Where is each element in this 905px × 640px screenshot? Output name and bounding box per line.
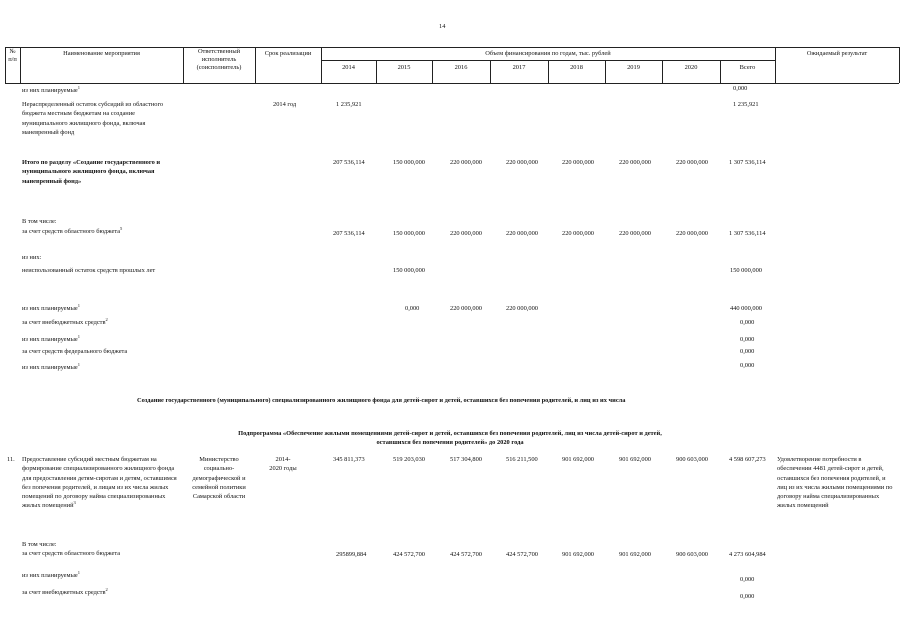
col-result-header: Ожидаемый результат [806,50,868,57]
row-value-2014: 207 536,114 [333,159,365,166]
year-2018-header: 2018 [570,64,583,71]
row-value-2017: 516 211,500 [506,456,538,463]
row-value-2016: 220 000,000 [450,159,482,166]
row-label: за счет внебюджетных средств$^2$ [22,316,108,326]
row-label: из них планируемые$^1$ [22,302,80,312]
col-funding-header: Объем финансирования по годам, тыс. рублей [485,50,611,57]
year-2015-header: 2015 [397,64,411,71]
row-label: за счет средств областного бюджета$^5$ [22,225,123,235]
row-total: 0,000 [740,348,755,355]
row-value-2015: 150 000,000 [393,267,425,274]
row-value-2019: 901 692,000 [619,551,651,558]
row-value-2018: 220 000,000 [562,159,594,166]
row-value-2016: 220 000,000 [450,230,482,237]
row-label: В том числе: [22,541,57,548]
col-term-header: Срок реализации [264,50,312,57]
row-label: из них: [22,254,42,261]
year-2017-header: 2017 [512,64,526,71]
subprogram-title-line2: оставшихся без попечения родителей» до 2020 года [376,439,524,446]
row-label: за счет внебюджетных средств$^2$ [22,586,108,596]
row-total: 4 273 604,984 [729,551,766,558]
row-value-2015: 0,000 [405,305,420,312]
row-term: 2014- 2020 годы [269,456,297,473]
row-total: 4 598 607,273 [729,456,766,463]
year-2014-header: 2014 [342,64,355,71]
row-value-2020: 220 000,000 [676,230,708,237]
row-term: 2014 год [273,101,297,108]
row-total: 0,000 [740,593,755,600]
page-number: 14 [439,23,446,30]
row-value-2014: 1 235,921 [336,101,362,108]
row-value-2020: 220 000,000 [676,159,708,166]
row-number: 11. [7,456,15,463]
row-value-2020: 900 603,000 [676,456,708,463]
row-value-2014: 295899,884 [336,551,367,558]
row-value-2015: 424 572,700 [393,551,425,558]
year-2020-header: 2020 [684,64,698,71]
row-value-2015: 519 203,030 [393,456,425,463]
row-total: 1 307 536,114 [729,159,766,166]
row-label: неиспользованный остаток средств прошлых лет [22,267,156,274]
year-2016-header: 2016 [454,64,468,71]
col-num-header: № п/п [8,48,17,63]
row-value-2014: 345 811,373 [333,456,365,463]
row-value-2017: 220 000,000 [506,230,538,237]
row-label: В том числе: [22,218,57,225]
row-label: за счет средств федерального бюджета [22,348,128,355]
row-total: 0,000 [740,319,755,326]
row-total: 1 235,921 [733,101,759,108]
row-value-2017: 424 572,700 [506,551,538,558]
row-value-2017: 220 000,000 [506,159,538,166]
row-value-2016: 517 304,800 [450,456,482,463]
row-value-2018: 220 000,000 [562,230,594,237]
row-total: 1 307 536,114 [729,230,766,237]
row-value-2017: 220 000,000 [506,305,538,312]
row-value-2018: 901 692,000 [562,456,594,463]
row-label: из них планируемые$^1$ [22,361,80,371]
row-total: 440 000,000 [730,305,762,312]
total-header: Всего [739,64,756,71]
col-name-header: Наименование мероприятия [63,50,140,57]
subprogram-title: Подпрограмма «Обеспечение жилыми помещениями детей-сирот и детей, оставшихся без попечения родителей, лиц из числа детей-сирот и детей, [238,430,662,437]
row-value-2015: 150 000,000 [393,230,425,237]
row-value-2020: 900 603,000 [676,551,708,558]
row-label: за счет средств областного бюджета [22,550,121,557]
row-total: 150 000,000 [730,267,762,274]
row-label: Итого по разделу «Создание государственного и муниципального жилищного фонда, включая маневренный фонд» [22,159,161,185]
row-value-2014: 207 536,114 [333,230,365,237]
row-value-2019: 901 692,000 [619,456,651,463]
row-value-2015: 150 000,000 [393,159,425,166]
row-value-2019: 220 000,000 [619,159,651,166]
row-label: Нераспределенный остаток субсидий из областного бюджета местным бюджетам на создание муниципального жилищного фонда, включая маневренный фонд [22,101,164,136]
row-label: Предоставление субсидий местным бюджетам на формирование специализированного жилищного фонда для предоставления детям-сиротам и детям, оставшимся без попечения родителей, и лицам из их числа жилых помещений по договору найма специализированных жилых помещений$^3$ [22,456,177,510]
section-title: Создание государственного (муниципального) специализированного жилищного фонда для детей-сирот и детей, оставшихся без попечения родителей, и лиц из их числа [137,397,626,404]
row-label: из них планируемые$^1$ [22,333,80,343]
row-value-2016: 220 000,000 [450,305,482,312]
year-2019-header: 2019 [627,64,640,71]
row-total: 0,000 [740,336,755,343]
row-value-2019: 220 000,000 [619,230,651,237]
row-label: из них планируемые$^1$ [22,569,80,579]
row-executor: Министерство социально-демографической и семейной политики Самарской области [192,456,246,501]
row-expected-result: Удовлетворение потребности в обеспечении 4481 детей-сирот и детей, оставшихся без попечения родителей, и лиц из их числа жилыми помещениями по договору найма специализированных жилых помещений [777,456,893,510]
row-total: 0,000 [740,576,755,583]
row-label: из них планируемые$^1$ [22,84,80,94]
row-value-2016: 424 572,700 [450,551,482,558]
row-total: 0,000 [740,362,755,369]
row-total: 0,000 [733,85,748,92]
row-value-2018: 901 692,000 [562,551,594,558]
col-executor-header: Ответственный исполнитель (соисполнитель) [196,48,242,71]
